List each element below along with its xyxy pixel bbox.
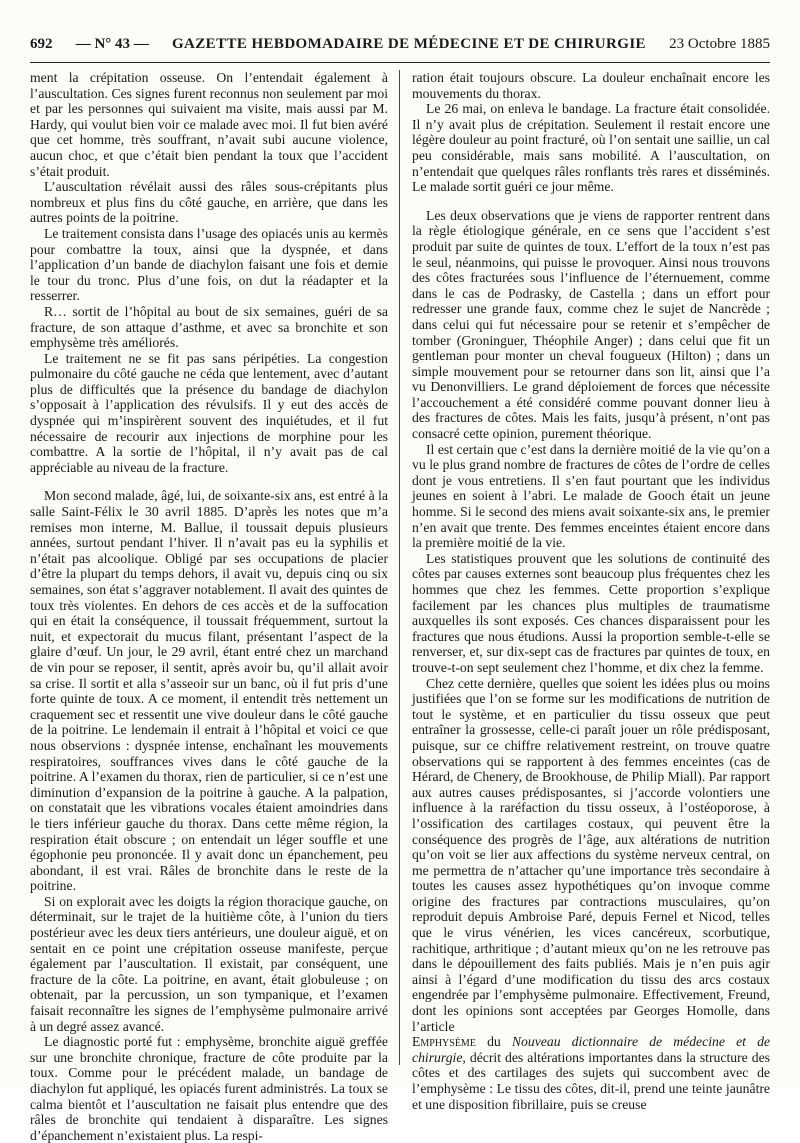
paragraph: Les deux observations que je viens de rapporter rentrent dans la règle étiologique générale, en ce sens que l’accident s’est produit par suite de quintes de toux. L’effort de la toux n’est pas le seul, néanmoins, qui puisse le provoquer. Ainsi nous trouvons des côtes fracturées sous l’influence de l’éternuement, comme dans le cas de Podrasky, de Castella ; dans un effort pour redresser une grande faux, comme chez le sujet de Nancrède ; dans celui qui fut nécessaire pour se retenir et s’empêcher de tomber (Groninguer, Théophile Anger) ; dans celui que fit un gentleman pour monter un cheval fougueux (Hilton) ; dans un simple mouvement pour se retourner dans son lit, ainsi que l’a vu Denonvilliers. Le grand déploiement de forces que nécessite l’accouchement a été considéré comme pouvant donner lieu à des fractures de côtes. Mais les faits, jusqu’à présent, n’ont pas consacré cette opinion, purement théorique. xyxy=(412,207,770,442)
issue-date: 23 Octobre 1885 xyxy=(669,36,770,52)
paragraph: ment la crépitation osseuse. On l’entendait également à l’auscultation. Ces signes furent reconnus non seulement par moi et par les personnes qui suivaient ma visite, mais aussi par M. Hardy, qui voulut bien voir ce malade avec moi. Il fut bien avéré que cet homme, très souffrant, n’avait subi aucune violence, aucun choc, et que c’était bien pendant la toux que l’accident s’était produit. xyxy=(30,70,388,179)
paragraph: Si on explorait avec les doigts la région thoracique gauche, on déterminait, sur le trajet de la huitième côte, à l’union du tiers postérieur avec les deux tiers antérieurs, une douleur aiguë, et on sentait en ce point une crépitation osseuse manifeste, perçue également par l’auscultation. Il existait, par conséquent, une fracture de la côte. La poitrine, en avant, était globuleuse ; on obtenait, par la percussion, un son tympanique, et l’examen faisait reconnaître les signes de l’emphysème pulmonaire arrivé à un degré assez avancé. xyxy=(30,893,388,1034)
issue-number: — N° 43 — xyxy=(75,36,149,52)
paragraph: Chez cette dernière, quelles que soient les idées plus ou moins justifiées que l’on se forme sur les modifications de nutrition de tout le système, et en particulier du tissu osseux que peut entraîner la grossesse, celle-ci paraît jouer un rôle prédisposant, puisque, sur ce chiffre relativement restreint, on trouve quatre observations qui se rapportent à des femmes enceintes (cas de Hérard, de Chenery, de Brookhouse, de Philip Miall). Par rapport aux autres causes prédisposantes, si j’accorde volontiers une influence à la raréfaction du tissu osseux, à l’ostéoporose, à l’ossification des cartilages costaux, qui peuvent être la conséquence des progrès de l’âge, aux altérations de nutrition qu’on voit se lier aux affections du système nerveux central, on me permettra de n’attacher qu’une importance très secondaire à toutes les causes assez hypothétiques qu’on invoque comme origine des fractures par contractions musculaires, qu’on reproduit depuis Ambroise Paré, depuis Fernel et Nicod, telles que le virus vénérien, les vices cancéreux, scorbutique, rachitique, arthritique ; d’autant mieux qu’on ne les retrouve pas dans le dépouillement des faits publiés. Mais je n’en puis agir ainsi à l’égard d’une modification du tissu des arcs costaux engendrée par l’emphysème pulmonaire. Effectivement, Freund, dont les opinions sont acceptées par Georges Homolle, dans l’article xyxy=(412,675,770,1034)
paragraph: Le 26 mai, on enleva le bandage. La fracture était consolidée. Il n’y avait plus de crépitation. Seulement il restait encore une légère douleur au point fracturé, où l’on sentait une saillie, un cal peu considérable, mais sans mobilité. A l’auscultation, on n’entendait que quelques râles ronflants très rares et disséminés. Le malade sortit guéri ce jour même. xyxy=(412,101,770,195)
paragraph: Il est certain que c’est dans la dernière moitié de la vie qu’on a vu le plus grand nombre de fractures de côtes de l’ordre de celles dont je vous entretiens. Il s’en faut pourtant que les individus jeunes en soient à l’abri. Le malade de Gooch était un jeune homme. Si le second des miens avait soixante-six ans, le premier n’en avait que trente. Des femmes enceintes étaient encore dans la première moitié de la vie. xyxy=(412,441,770,551)
page-number: 692 xyxy=(30,36,53,52)
right-column xyxy=(412,70,770,1112)
paragraph-with-citation xyxy=(412,1034,770,1112)
header-rule xyxy=(30,62,770,63)
paragraph: Le traitement ne se fit pas sans péripéties. La congestion pulmonaire du côté gauche ne céda que lentement, avec d’autant plus de difficultés que la présence du bandage de diachylon s’opposait à l’application des révulsifs. Il y eut des accès de dyspnée qui m’inspirèrent souvent des inquiétudes, et il fut nécessaire de recourir aux injections de morphine pour les combattre. A la sortie de l’hôpital, il n’y avait pas de cal appréciable au niveau de la fracture. xyxy=(30,350,388,475)
paragraph: Le diagnostic porté fut : emphysème, bronchite aiguë greffée sur une bronchite chronique, fracture de côte produite par la toux. Comme pour le précédent malade, un bandage de diachylon fut appliqué, les opiacés furent administrés. La toux se calma bientôt et l’auscultation ne faisait plus entendre que des râles de bronchite qui tendaient à disparaître. Les signes d’épanchement n’existaient plus. La respi- xyxy=(30,1034,388,1143)
citation-title: Nouveau dictionnaire de médecine et de chirurgie, xyxy=(412,1034,770,1065)
paragraph: Le traitement consista dans l’usage des opiacés unis au kermès pour combattre la toux, ainsi que la dyspnée, et dans l’application d’un bande de diachylon faisant une fois et demie le tour du tronc. Plus d’une fois, on dut la réadapter et la resserrer. xyxy=(30,225,388,304)
citation-smallcaps: Emphysème xyxy=(412,1034,476,1050)
column-divider xyxy=(399,70,400,1065)
paragraph: L’auscultation révélait aussi des râles sous-crépitants plus nombreux et plus fins du côté gauche, en arrière, que dans les autres points de la poitrine. xyxy=(30,179,388,226)
left-column xyxy=(30,70,388,1143)
paragraph: R… sortit de l’hôpital au bout de six semaines, guéri de sa fracture, de son attaque d’asthme, et avec sa bronchite et son emphysème très améliorés. xyxy=(30,303,388,351)
paragraph: Mon second malade, âgé, lui, de soixante-six ans, est entré à la salle Saint-Félix le 30 avril 1885. D’après les notes que m’a remises mon interne, M. Ballue, il toussait depuis plusieurs années, surtout pendant l’hiver. Il n’avait pas eu la syphilis et n’était pas alcoolique. Obligé par ses occupations de placier d’être la plupart du temps dehors, il avait vu, depuis cinq ou six semaines, son état s’aggraver notablement. Il avait des quintes de toux très violentes. En dehors de ces accès et de la suffocation qui en était la conséquence, il toussait fréquemment, surtout la nuit, et expectorait du mucus filant, présentant l’aspect de la glaire d’œuf. Un jour, le 29 avril, étant entré chez un marchand de vin pour se reposer, il sentit, après avoir bu, qu’il allait avoir sa crise. Il sortit et alla s’asseoir sur un banc, où il fut pris d’une forte quinte de toux. A ce moment, il entendit très nettement un craquement sec et ressentit une vive douleur dans le côté gauche de la poitrine. Le lendemain il entrait à l’hôpital et voici ce que nous observions : dyspnée intense, enchaînant les mouvements respiratoires, souffrances vives dans le côté gauche de la poitrine. A l’examen du thorax, rien de particulier, si ce n’est une diminution d’expansion de la poitrine à gauche. A la palpation, on constatait que les vibrations vocales étaient amoindries dans le tiers inférieur gauche du thorax. Dans cette même région, la respiration était obscure ; on entendait un léger souffle et une égophonie peu prononcée. Il y avait donc un épanchement, peu abondant, il est vrai. Râles de bronchite dans le reste de la poitrine. xyxy=(30,488,388,894)
citation-tail: décrit des altérations importantes dans la structure des côtes et des cartilages des sujets qui succombent avec de l’emphysème : Le tissu des côtes, dit-il, prend une teinte jaunâtre et une disposition fibrillaire, puis se creuse xyxy=(412,1049,770,1112)
citation-connector: du xyxy=(475,1034,512,1050)
journal-title: GAZETTE HEBDOMADAIRE DE MÉDECINE ET DE CHIRURGIE xyxy=(171,36,646,52)
paragraph: ration était toujours obscure. La douleur enchaînait encore les mouvements du thorax. xyxy=(412,70,770,101)
page-header xyxy=(30,36,770,58)
paragraph: Les statistiques prouvent que les solutions de continuité des côtes par causes externes sont beaucoup plus fréquentes chez les hommes que chez les femmes. Cette proportion s’explique facilement par les chances plus multiples de traumatisme auxquelles ils sont exposés. Ces chances disparaissent pour les fractures que nous étudions. Aussi la proportion semble-t-elle se renverser, et, sur dix-sept cas de fractures par quintes de toux, en trouve-t-on sept seulement chez l’homme, et dix chez la femme. xyxy=(412,550,770,675)
